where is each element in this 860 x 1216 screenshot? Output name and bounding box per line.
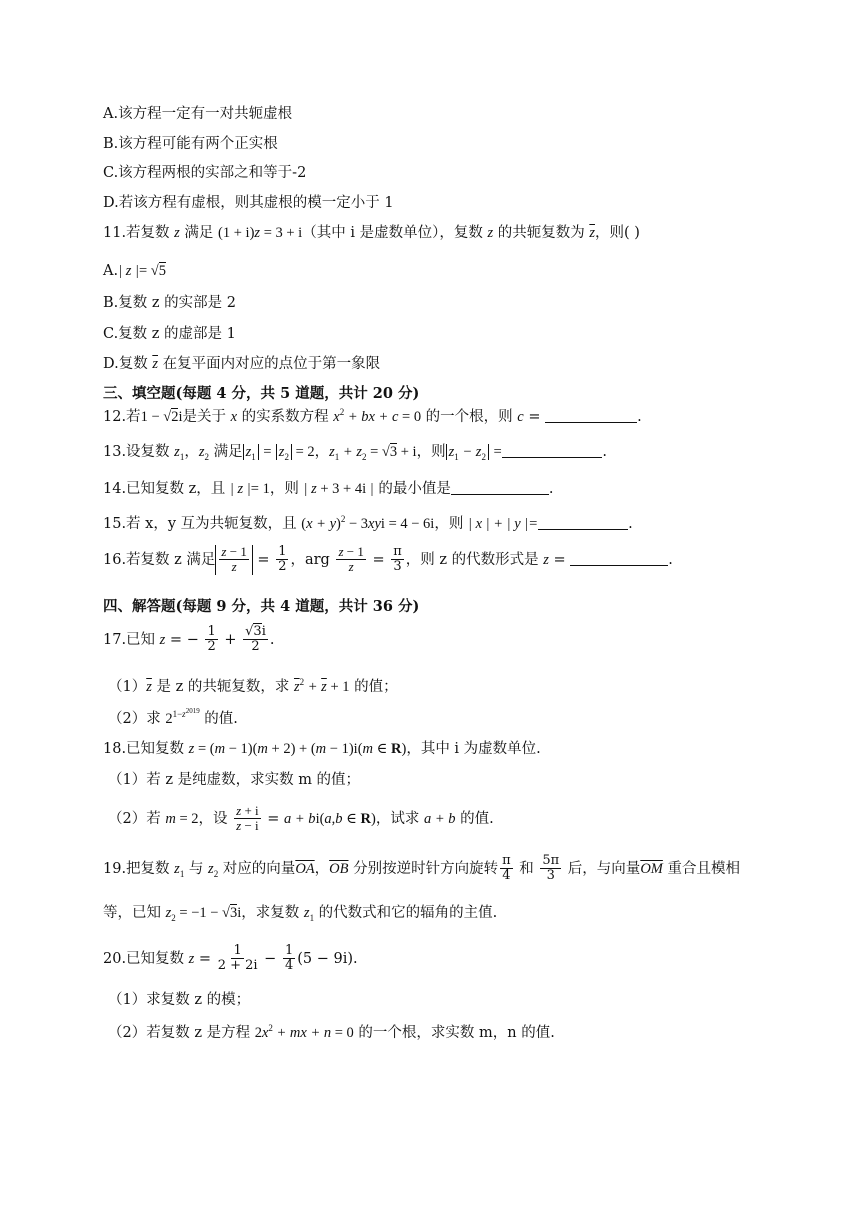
section-3-title: 三、填空题(每题 4 分，共 5 道题，共计 20 分) xyxy=(103,385,420,402)
question-18-part-2: （2）若 m = 2，设 $\frac{z + i}{z - i}$ = a + bi(a,b ∈ R)，试求 a + b 的值. xyxy=(108,803,494,834)
question-17: 17.已知 z = − $\frac{1}{2}$ + $\frac{√3i}{2}$ . xyxy=(103,624,275,655)
question-20: 20.已知复数 z = $\frac{1}{2 + 2i}$ − $\frac{1}{4}$ (5 − 9i). xyxy=(103,943,358,974)
question-15: 15.若 x，y 互为共轭复数，且 $(x + y)^2 - 3xyi = 4 - 6i$，则 | x | + | y |= . xyxy=(103,514,633,532)
option-a: A.该方程一定有一对共轭虚根 xyxy=(103,106,293,122)
question-11-option-b: B.复数 z 的实部是 2 xyxy=(103,295,236,311)
question-16: 16.若复数 z 满足 $\frac{z - 1}{z}$ = $\frac{1}{2}$ ，arg $\frac{z - 1}{z}$ = $\frac{\pi}{3}$ ，则 z 的代数形式是 z = . xyxy=(103,544,673,575)
option-c: C.该方程两根的实部之和等于-2 xyxy=(103,165,307,181)
question-19-line-1: 19.把复数 $z_1$ 与 $z_2$ 对应的向量$\overline{OA}$，$\overline{OB}$ 分别按逆时针方向旋转 $\frac{\pi}{4}$ 和 $\frac{5\pi}{3}$ 后，与向量$\overline{OM}$ 重合且模相 xyxy=(103,853,740,884)
question-20-part-1: （1）求复数 z 的模； xyxy=(108,992,251,1008)
question-19-line-2: 等，已知 $z_2 = -1 - √3i$，求复数 $z_1$ 的代数式和它的辐角的主值. xyxy=(103,905,498,923)
question-11-stem: 11.若复数 z 满足 (1 + i)z = 3 + i（其中 i 是虚数单位），复数 z 的共轭复数为 $\overline{z}$，则( ) xyxy=(103,225,640,241)
question-18: 18.已知复数 z = (m − 1)(m + 2) + (m − 1)i(m ∈ R)，其中 i 为虚数单位. xyxy=(103,741,541,757)
option-b: B.该方程可能有两个正实根 xyxy=(103,136,278,152)
question-17-part-1: $(1)\overline{z}$ 是 z 的共轭复数，求 $\overline{z}^2 + \overline{z} + 1$ 的值； xyxy=(108,677,398,695)
question-18-part-1: （1）若 z 是纯虚数，求实数 m 的值； xyxy=(108,772,361,788)
question-11-option-a: A.| z |= √5 xyxy=(103,263,166,279)
question-11-option-c: C.复数 z 的虚部是 1 xyxy=(103,326,236,342)
question-12: 12.若1 − √2i是关于 x 的实系数方程 $x^2$ + bx + c = 0 的一个根，则 c = . xyxy=(103,407,642,425)
question-20-part-2: （2）若复数 z 是方程 $2x^2$ + mx + n = 0 的一个根，求实数 m，n 的值. xyxy=(108,1023,555,1041)
section-4-title: 四、解答题(每题 9 分，共 4 道题，共计 36 分) xyxy=(103,598,420,615)
question-14: 14.已知复数 z，且 | z |= 1，则 | z + 3 + 4i | 的最小值是 . xyxy=(103,481,554,497)
option-d: D.若该方程有虚根，则其虚根的模一定小于 1 xyxy=(103,195,394,211)
question-11-option-d: D.复数 $\overline{z}$ 在复平面内对应的点位于第一象限 xyxy=(103,356,381,372)
question-17-part-2: （2）求 $2^{1-z^{2019}}$ 的值. xyxy=(108,707,238,727)
question-13: 13.设复数 $z_1$，$z_2$ 满足 $z_1 = z_2 = 2$，$z_1 + z_2 = √3 + i$，则 $z_1 - z_2$ = . xyxy=(103,444,607,462)
